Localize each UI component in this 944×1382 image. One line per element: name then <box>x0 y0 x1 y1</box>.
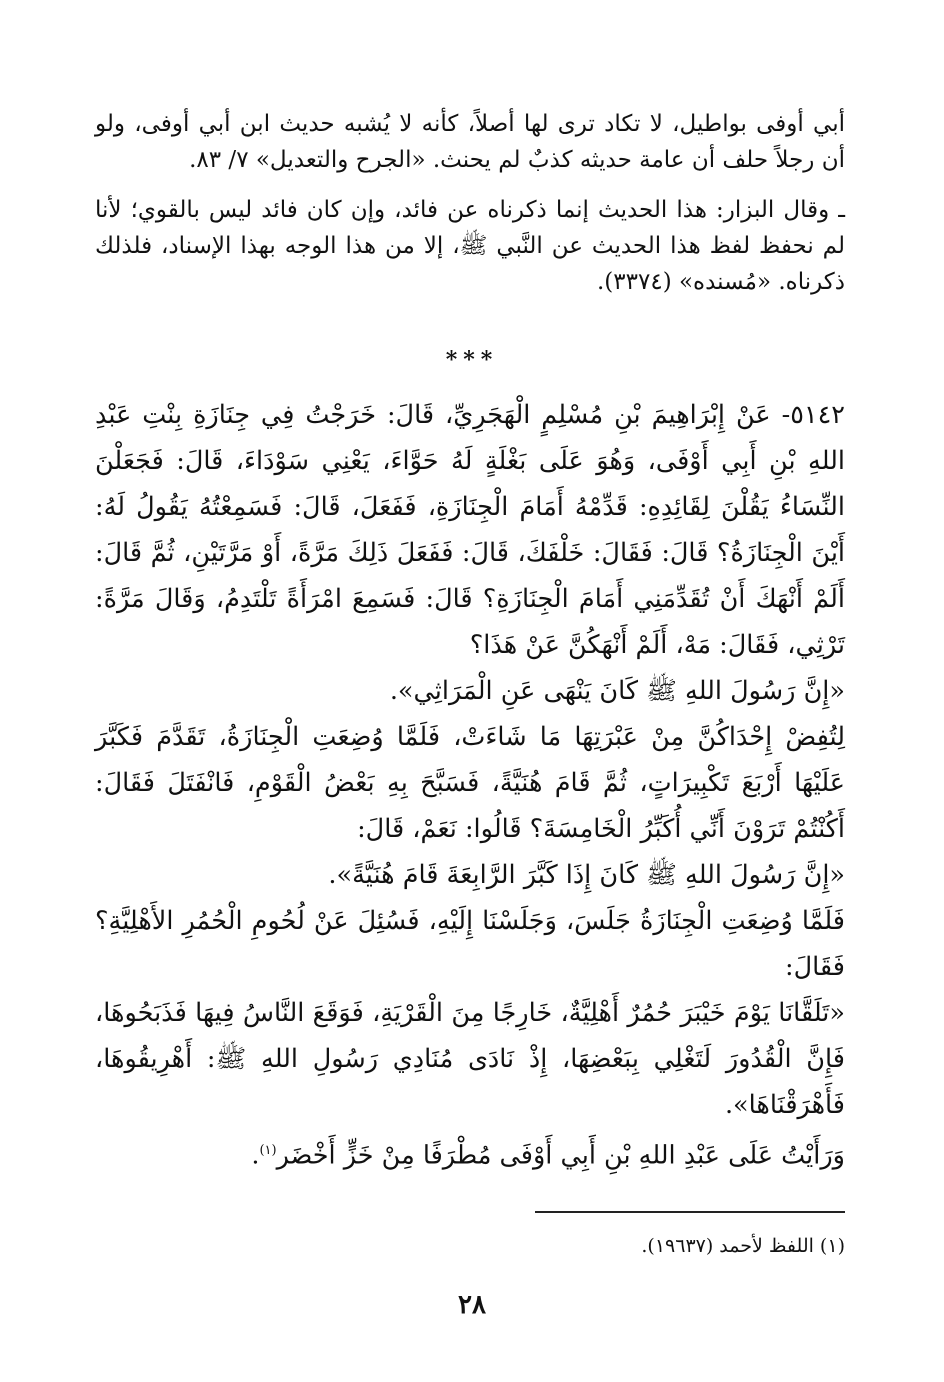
hadith-text <box>95 392 845 1179</box>
hadith-closing-text: وَرَأَيْتُ عَلَى عَبْدِ اللهِ بْنِ أَبِي أَوْفَى مُطْرَفًا مِنْ خَزٍّ أَخْضَر <box>276 1140 845 1171</box>
section-separator: *** <box>445 347 499 373</box>
prophetic-quote: «إِنَّ رَسُولَ اللهِ ﷺ كَانَ إِذَا كَبَّرَ الرَّابِعَةَ قَامَ هُنَيَّةً». <box>328 860 845 890</box>
hadith-paragraph <box>95 1128 845 1179</box>
footnote-marker: (١) <box>259 1143 277 1158</box>
footnote-divider <box>535 1211 845 1213</box>
prophetic-quote: «تَلَقَّانَا يَوْمَ خَيْبَرَ حُمُرٌ أَهْلِيَّةٌ، خَارِجًا مِنَ الْقَرْيَةِ، فَوَقَعَ النَّاسُ فِيهَا فَذَبَحُوهَا، فَإِنَّ الْقُدُورَ لَتَغْلِي بِبَعْضِهَا، إِذْ نَادَى مُنَادِي رَسُولِ اللهِ ﷺ: أَهْرِيقُوهَا، فَأَهْرَقْنَاهَا». <box>95 998 845 1120</box>
hadith-paragraph: ٥١٤٢- عَنْ إِبْرَاهِيمَ بْنِ مُسْلِمٍ الْهَجَرِيِّ، قَالَ: خَرَجْتُ فِي جِنَازَةِ بِنْتِ عَبْدِ اللهِ بْنِ أَبِي أَوْفَى، وَهُوَ عَلَى بَغْلَةٍ لَهُ حَوَّاءَ، يَعْنِي سَوْدَاءَ، قَالَ: فَجَعَلْنَ النِّسَاءُ يَقُلْنَ لِقَائِدِهِ: قَدِّمْهُ أَمَامَ الْجِنَازَةِ، فَفَعَلَ، قَالَ: فَسَمِعْتُهُ يَقُولُ لَهُ: أَيْنَ الْجِنَازَةُ؟ قَالَ: فَقَالَ: خَلْفَكَ، قَالَ: فَفَعَلَ ذَلِكَ مَرَّةً، أَوْ مَرَّتَيْنِ، ثُمَّ قَالَ: أَلَمْ أَنْهَكَ أَنْ تُقَدِّمَنِي أَمَامَ الْجِنَازَةِ؟ قَالَ: فَسَمِعَ امْرَأَةً تَلْتَدِمُ، وَقَالَ مَرَّةً: تَرْثِي، فَقَالَ: مَهْ، أَلَمْ أَنْهَكُنَّ عَنْ هَذَا؟ <box>95 400 845 660</box>
prophetic-quote: «إِنَّ رَسُولَ اللهِ ﷺ كَانَ يَنْهَى عَنِ الْمَرَاثِي». <box>389 676 845 706</box>
page-number: ٢٨ <box>458 1290 486 1320</box>
hadith-paragraph: فَلَمَّا وُضِعَتِ الْجِنَازَةُ جَلَسَ، وَجَلَسْنَا إِلَيْهِ، فَسُئِلَ عَنْ لُحُومِ الْحُمُرِ الأَهْلِيَّةِ؟ فَقَالَ: <box>95 906 845 982</box>
footnote: (١) اللفظ لأحمد (١٩٦٣٧). <box>641 1235 845 1257</box>
intro-paragraph: أبي أوفى بواطيل، لا تكاد ترى لها أصلاً، كأنه لا يُشبه حديث ابن أبي أوفى، ولو أن رجلاً حلف أن عامة حديثه كذبٌ لم يحنث. «الجرح والتعديل» ٧/ ٨٣. <box>95 111 845 173</box>
intro-paragraph: ـ وقال البزار: هذا الحديث إنما ذكرناه عن فائد، وإن كان فائد ليس بالقوي؛ لأنا لم نحفظ لفظ هذا الحديث عن النَّبي ﷺ، إلا من هذا الوجه بهذا الإسناد، فلذلك ذكرناه. «مُسنده» (٣٣٧٤). <box>95 197 845 295</box>
intro-commentary <box>95 106 845 314</box>
hadith-paragraph: لِتُفِضْ إِحْدَاكُنَّ مِنْ عَبْرَتِهَا مَا شَاءَتْ، فَلَمَّا وُضِعَتِ الْجِنَازَةُ، تَقَدَّمَ فَكَبَّرَ عَلَيْهَا أَرْبَعَ تَكْبِيرَاتٍ، ثُمَّ قَامَ هُنَيَّةً، فَسَبَّحَ بِهِ بَعْضُ الْقَوْمِ، فَانْفَتَلَ فَقَالَ: أَكُنْتُمْ تَرَوْنَ أَنِّي أُكَبِّرُ الْخَامِسَةَ؟ قَالُوا: نَعَمْ، قَالَ: <box>95 722 845 844</box>
closing-punctuation: . <box>251 1140 260 1171</box>
